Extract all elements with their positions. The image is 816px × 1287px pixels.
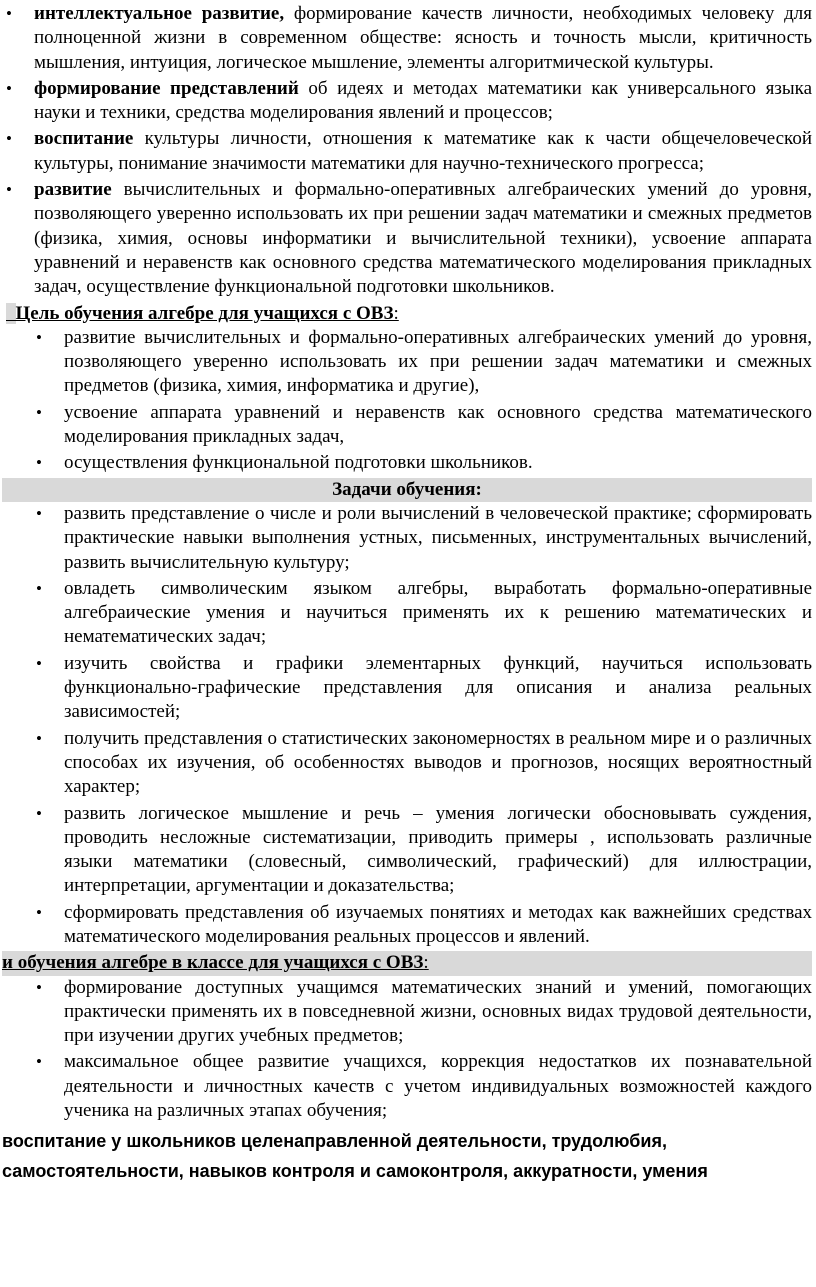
- bullet-icon: •: [36, 803, 42, 823]
- bullet-icon: •: [36, 327, 42, 347]
- list-item: [2, 127, 812, 176]
- bullet-icon: •: [6, 4, 12, 23]
- item-lead: интеллектуальное развитие,: [34, 3, 285, 24]
- item-text: максимальное общее развитие учащихся, коррекция недостатков их познавательной деятельности и личностных качеств с учетом индивидуальных возможностей каждого ученика на различных этапах обучения;: [64, 1051, 812, 1122]
- bullet-icon: •: [6, 78, 12, 98]
- item-text: усвоение аппарата уравнений и неравенств как основного средства математического моделирования прикладных задач,: [64, 401, 812, 448]
- list-item: [2, 178, 812, 299]
- item-text: изучить свойства и графики элементарных функций, научиться использовать функционально-графические представления для описания и анализа реальных зависимостей;: [64, 652, 812, 723]
- goal-heading: [2, 302, 812, 326]
- bullet-icon: •: [6, 180, 12, 200]
- list-item: [2, 326, 812, 399]
- item-lead: формирование представлений: [34, 77, 299, 99]
- item-text: развить логическое мышление и речь – умения логически обосновывать суждения, проводить несложные систематизации, приводить примеры , использовать различные языки математики (словесный, символический, графический) для иллюстрации, интерпретации, аргументации и доказательства;: [64, 802, 812, 897]
- list-item: [2, 802, 812, 899]
- list-item: [2, 502, 812, 575]
- goal-heading-text: Цель обучения алгебре для учащихся с ОВЗ: [15, 302, 394, 324]
- tasks-heading-text: Задачи обучения:: [332, 478, 482, 500]
- list-item: [2, 976, 812, 1049]
- tasks-list: [2, 502, 812, 949]
- bullet-icon: •: [36, 1052, 42, 1072]
- list-item: [2, 727, 812, 800]
- item-text: развить представление о числе и роли вычислений в человеческой практике; сформировать практические навыки выполнения устных, письменных, инструментальных вычислений, развить вычислительную культуру;: [64, 502, 812, 573]
- class-goals-heading-colon: :: [423, 952, 429, 974]
- goal-heading-colon: :: [393, 302, 399, 324]
- bullet-icon: •: [36, 653, 42, 673]
- upbringing-line: воспитание у школьников целенаправленной деятельности, трудолюбия,: [2, 1131, 667, 1152]
- development-goals-list: [2, 2, 812, 300]
- list-item: [2, 451, 812, 475]
- list-item: [2, 77, 812, 126]
- goal-list: [2, 326, 812, 476]
- item-text: вычислительных и формально-оперативных алгебраических умений до уровня, позволяющего уверенно использовать их при решении задач математики и смежных предметов (физика, химия, основы информатики и вычислительной техники), усвоение аппарата уравнений и неравенств как основного средства математического моделирования прикладных задач, осуществление функциональной подготовки школьников.: [34, 179, 812, 298]
- bullet-icon: •: [36, 578, 42, 598]
- item-lead: развитие: [34, 179, 112, 201]
- item-text: культуры личности, отношения к математике как к части общечеловеческой культуры, понимание значимости математики для научно-технического прогресса;: [34, 128, 812, 174]
- bullet-icon: •: [36, 728, 42, 748]
- item-text: сформировать представления об изучаемых понятиях и методах как важнейших средствах математического моделирования реальных процессов и явлений.: [64, 901, 812, 947]
- bullet-icon: •: [36, 902, 42, 922]
- bullet-icon: •: [36, 453, 42, 473]
- bullet-icon: •: [36, 503, 42, 523]
- item-text: развитие вычислительных и формально-оперативных алгебраических умений до уровня, позволяющего уверенно использовать их при решении задач математики и смежных предметов (физика, химия, информатика и другие),: [64, 326, 812, 397]
- upbringing-line: самостоятельности, навыков контроля и самоконтроля, аккуратности, умения: [2, 1161, 708, 1182]
- class-goals-list: [2, 976, 812, 1124]
- bullet-icon: •: [36, 402, 42, 422]
- item-text: формирование качеств личности, необходимых человеку для полноценной жизни в современном обществе: ясность и точность мысли, критичность мышления, интуиция, логическое мышление, элементы алгоритмической культуры.: [34, 3, 812, 73]
- list-item: [2, 901, 812, 950]
- bullet-icon: •: [6, 129, 12, 149]
- tasks-heading: [2, 478, 812, 502]
- bullet-icon: •: [36, 977, 42, 997]
- class-goals-heading-text: и обучения алгебре в классе для учащихся с ОВЗ: [2, 952, 424, 974]
- list-item: [2, 401, 812, 450]
- item-lead: воспитание: [34, 128, 134, 150]
- item-text: осуществления функциональной подготовки школьников.: [64, 452, 533, 474]
- list-item: [2, 652, 812, 725]
- list-item: [2, 1050, 812, 1123]
- item-text: формирование доступных учащимся математических знаний и умений, помогающих практически применять их в повседневной жизни, основных видах трудовой деятельности, при изучении других учебных предметов;: [64, 976, 812, 1047]
- item-text: об идеях и методах математики как универсального языка науки и техники, средства моделирования явлений и процессов;: [34, 77, 813, 124]
- item-text: овладеть символическим языком алгебры, выработать формально-оперативные алгебраические умения и научиться применять их к решению математических и нематематических задач;: [64, 577, 812, 648]
- item-text: получить представления о статистических закономерностях в реальном мире и о различных способах их изучения, об особенностях выводов и прогнозов, носящих вероятностный характер;: [64, 727, 812, 798]
- class-goals-heading: [2, 951, 812, 975]
- list-item: [2, 577, 812, 650]
- list-item: [2, 2, 812, 75]
